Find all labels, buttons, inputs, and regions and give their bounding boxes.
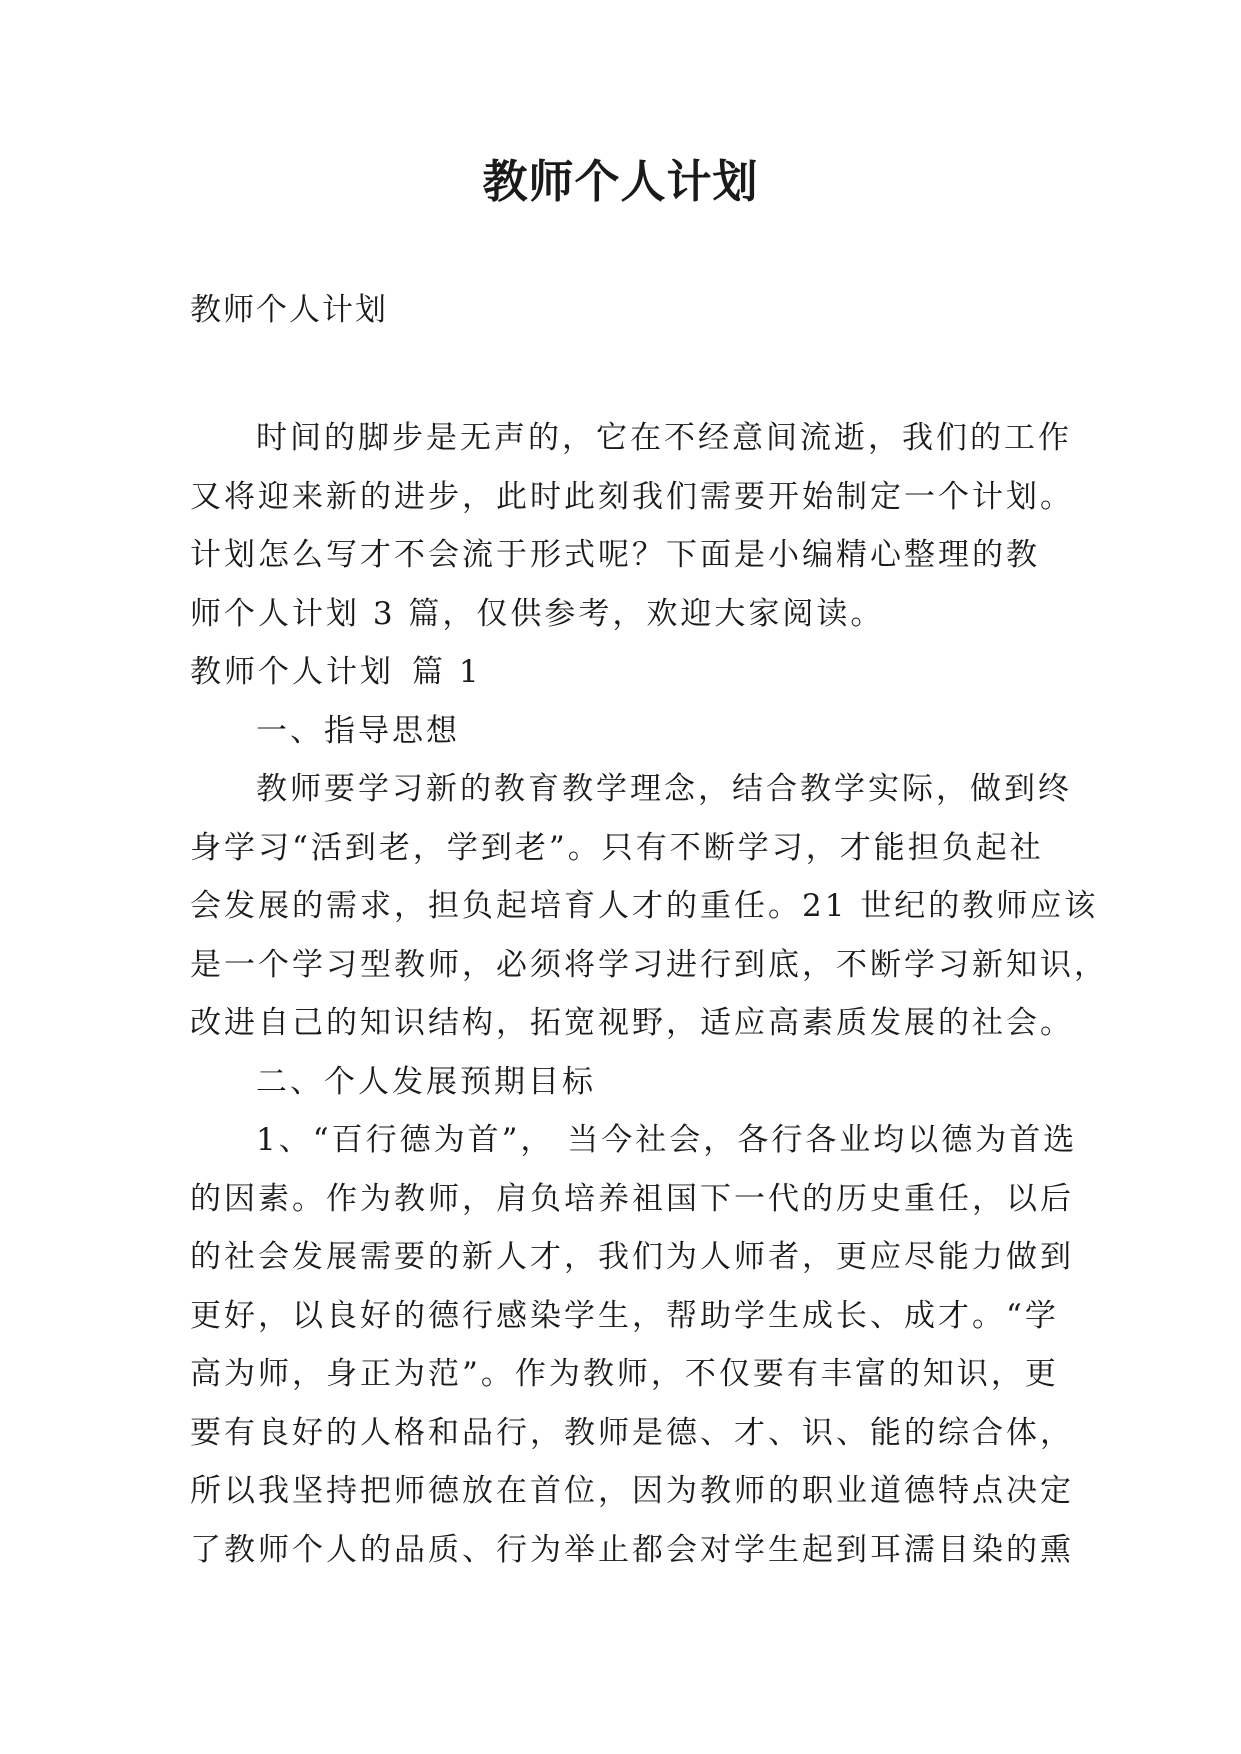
- section2-line: 的社会发展需要的新人才，我们为人师者，更应尽能力做到: [190, 1239, 1074, 1275]
- intro-line: 又将迎来新的进步，此时此刻我们需要开始制定一个计划。: [190, 478, 1074, 515]
- section2-line: 高为师，身正为范”。作为教师，不仅要有丰富的知识，更: [190, 1356, 1059, 1392]
- article-heading-name: 教师个人计划: [190, 654, 394, 690]
- section2-line: 要有良好的人格和品行，教师是德、才、识、能的综合体，: [190, 1414, 1074, 1451]
- section2-line: 更好，以良好的德行感染学生，帮助学生成长、成才。“学: [190, 1297, 1059, 1334]
- article-heading: [190, 643, 1070, 702]
- section1-line: 改进自己的知识结构，拓宽视野，适应高素质发展的社会。: [190, 1005, 1074, 1041]
- article-heading-part: 篇 1: [412, 654, 482, 690]
- intro-line: 师个人计划 3 篇，仅供参考，欢迎大家阅读。: [190, 595, 885, 632]
- section2-line: 的因素。作为教师，肩负培养祖国下一代的历史重任，以后: [190, 1180, 1074, 1217]
- section-heading-1: 一、指导思想: [256, 712, 460, 749]
- section2-line: 1、“百行德为首”， 当今社会，各行各业均以德为首选: [256, 1122, 1078, 1158]
- section1-line: 教师要学习新的教育教学理念，结合教学实际，做到终: [256, 771, 1072, 807]
- section2-line: 了教师个人的品质、行为举止都会对学生起到耳濡目染的熏: [190, 1531, 1074, 1568]
- section1-line: 身学习“活到老，学到老”。只有不断学习，才能担负起社: [190, 829, 1044, 866]
- document-subtitle: 教师个人计划: [190, 292, 388, 328]
- section1-line: 是一个学习型教师，必须将学习进行到底，不断学习新知识，: [190, 946, 1108, 983]
- intro-line: 时间的脚步是无声的，它在不经意间流逝，我们的工作: [256, 420, 1072, 456]
- section-heading-2: 二、个人发展预期目标: [256, 1063, 596, 1100]
- document-body: [190, 409, 1108, 1579]
- intro-line: 计划怎么写才不会流于形式呢？下面是小编精心整理的教: [190, 537, 1040, 573]
- section2-line: 所以我坚持把师德放在首位，因为教师的职业道德特点决定: [190, 1473, 1074, 1509]
- document-title: 教师个人计划: [482, 155, 759, 208]
- section1-line: 会发展的需求，担负起培育人才的重任。21 世纪的教师应该: [190, 888, 1099, 924]
